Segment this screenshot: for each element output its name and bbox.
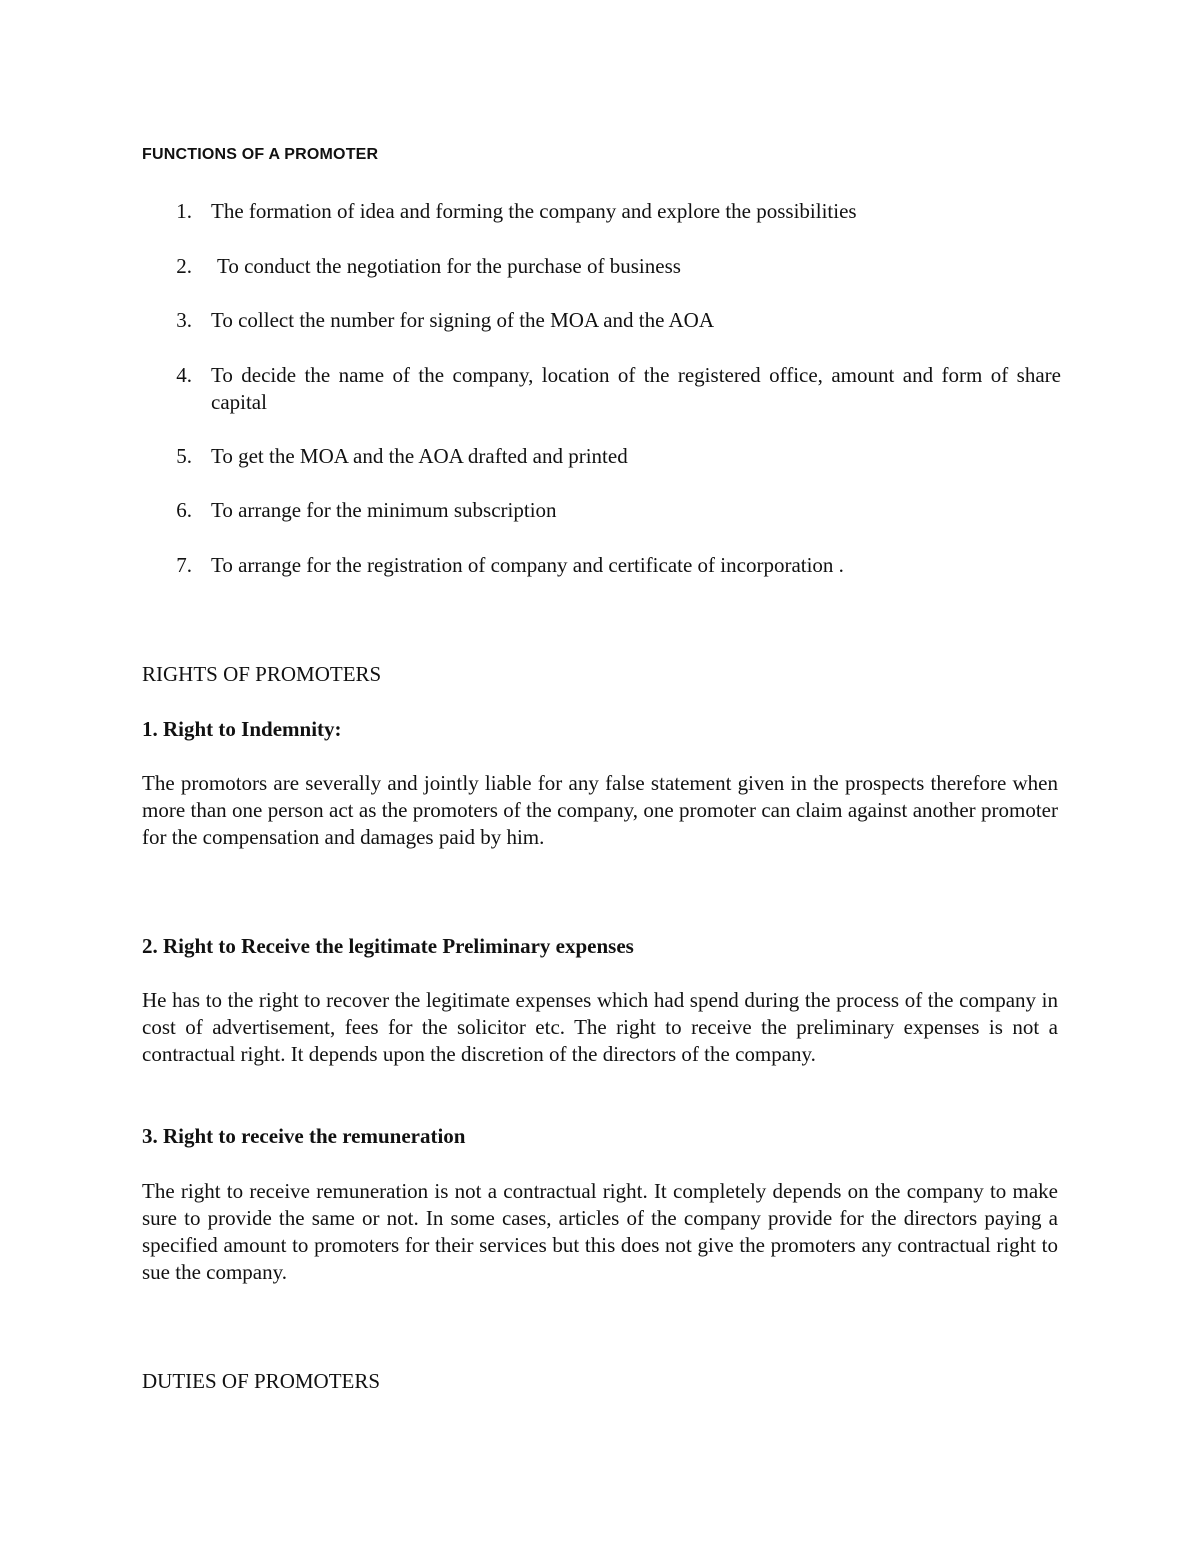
list-item-text: To collect the number for signing of the MOA and the AOA <box>211 308 715 332</box>
list-item-number: 6. <box>176 498 192 522</box>
section-body-remuneration: The right to receive remuneration is not a contractual right. It completely depends on the company to make sure to provide the same or not. In some cases, articles of the company provide for the directors paying a specified amount to promoters for their services but this does not give the promoters any contractual right to sue the company. <box>142 1179 1058 1284</box>
duties-heading: DUTIES OF PROMOTERS <box>142 1369 381 1393</box>
list-item-number: 1. <box>176 199 192 223</box>
list-item-text: The formation of idea and forming the company and explore the possibilities <box>211 199 857 223</box>
section-title-preliminary-expenses: 2. Right to Receive the legitimate Preliminary expenses <box>142 934 634 958</box>
list-item-number: 3. <box>176 308 192 332</box>
list-item-text: To get the MOA and the AOA drafted and printed <box>211 444 628 468</box>
list-item-text: To decide the name of the company, location of the registered office, amount and form of share capital <box>211 363 1061 414</box>
list-item-number: 2. <box>176 254 192 278</box>
section-title-indemnity: 1. Right to Indemnity: <box>142 717 342 741</box>
list-item-text: To arrange for the minimum subscription <box>211 498 557 522</box>
list-item-number: 4. <box>176 363 192 387</box>
list-item-number: 7. <box>176 553 192 577</box>
functions-heading: FUNCTIONS OF A PROMOTER <box>142 146 379 163</box>
list-item-text: To arrange for the registration of company and certificate of incorporation . <box>211 553 844 577</box>
list-item-text: To conduct the negotiation for the purchase of business <box>217 254 681 278</box>
section-body-indemnity: The promotors are severally and jointly liable for any false statement given in the prospects therefore when more than one person act as the promoters of the company, one promoter can claim against another promoter for the compensation and damages paid by him. <box>142 771 1058 849</box>
list-item-number: 5. <box>176 444 192 468</box>
section-title-remuneration: 3. Right to receive the remuneration <box>142 1124 466 1148</box>
section-body-preliminary-expenses: He has to the right to recover the legitimate expenses which had spend during the process of the company in cost of advertisement, fees for the solicitor etc. The right to receive the preliminary expenses is not a contractual right. It depends upon the discretion of the directors of the company. <box>142 988 1058 1066</box>
rights-heading: RIGHTS OF PROMOTERS <box>142 662 382 686</box>
